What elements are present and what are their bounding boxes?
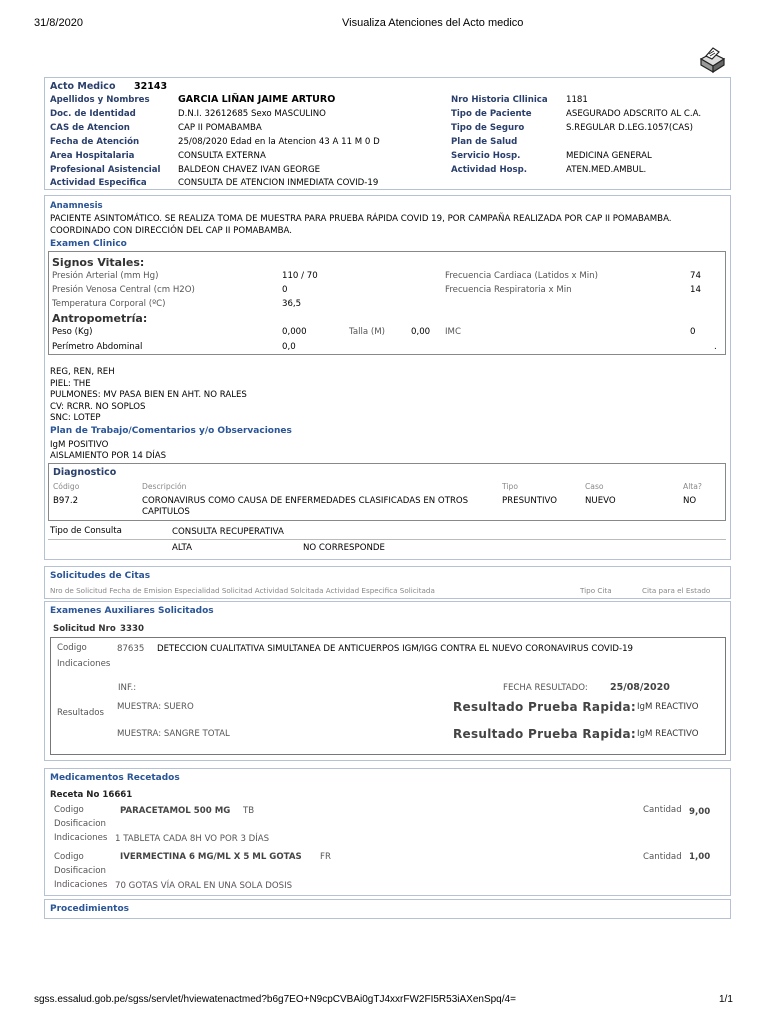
med-codigo-label: Codigo — [54, 805, 84, 815]
presion-arterial-label: Presión Arterial (mm Hg) — [52, 271, 159, 281]
med-form: FR — [320, 852, 331, 862]
antropometria-title: Antropometría: — [52, 312, 148, 325]
talla-value: 0,00 — [411, 327, 431, 337]
frecuencia-respiratoria-value: 14 — [690, 285, 701, 295]
tipo-seguro-label: Tipo de Seguro — [451, 123, 525, 133]
alta-value: ALTA — [172, 543, 192, 553]
diag-header-tipo: Tipo — [502, 482, 518, 491]
cas-value: CAP II POMABAMBA — [178, 123, 262, 133]
cas-label: CAS de Atencion — [50, 123, 130, 133]
prueba-rapida-value-2: IgM REACTIVO — [637, 729, 699, 739]
peso-value: 0,000 — [282, 327, 307, 337]
frecuencia-cardiaca-value: 74 — [690, 271, 701, 281]
temperatura-value: 36,5 — [282, 299, 302, 309]
med-cantidad-value: 1,00 — [689, 852, 711, 862]
page-number: 1/1 — [719, 994, 733, 1005]
consulta-divider — [48, 539, 726, 540]
diag-caso: NUEVO — [585, 496, 616, 506]
solicitud-value: 3330 — [120, 624, 144, 634]
imc-label: IMC — [445, 327, 461, 337]
doc-identidad-value: D.N.I. 32612685 Sexo MASCULINO — [178, 109, 326, 119]
anamnesis-text-1: PACIENTE ASINTOMÁTICO. SE REALIZA TOMA DE MUESTRA PARA PRUEBA RÁPIDA COVID 19, POR CAMPAÑA REALIZADA POR CAP II POMABAMBA. — [50, 214, 672, 224]
actividad-value: CONSULTA DE ATENCION INMEDIATA COVID-19 — [178, 178, 379, 188]
imc-value: 0 — [690, 327, 696, 337]
prueba-rapida-label-1: Resultado Prueba Rapida: — [453, 700, 637, 714]
examen-note: SNC: LOTEP — [50, 413, 101, 423]
med-indicaciones-label: Indicaciones — [54, 880, 108, 890]
med-dosificacion-label: Dosificacion — [54, 819, 106, 829]
diag-descripcion-2: CAPITULOS — [142, 507, 190, 517]
medicamentos-title: Medicamentos Recetados — [50, 773, 180, 783]
frecuencia-cardiaca-label: Frecuencia Cardiaca (Latidos x Min) — [445, 271, 598, 281]
med-dosificacion-label: Dosificacion — [54, 866, 106, 876]
frecuencia-respiratoria-label: Frecuencia Respiratoria x Min — [445, 285, 572, 295]
anamnesis-title: Anamnesis — [50, 201, 103, 211]
area-label: Area Hospitalaria — [50, 151, 135, 161]
presion-venosa-value: 0 — [282, 285, 288, 295]
actividad-hosp-label: Actividad Hosp. — [451, 165, 528, 175]
examen-note: PIEL: THE — [50, 379, 91, 389]
examen-note: PULMONES: MV PASA BIEN EN AHT. NO RALES — [50, 390, 247, 400]
med-cantidad-label: Cantidad — [643, 852, 682, 862]
fecha-resultado-label: FECHA RESULTADO: — [503, 683, 588, 693]
tipo-paciente-label: Tipo de Paciente — [451, 109, 532, 119]
procedimientos-title: Procedimientos — [50, 904, 130, 914]
acto-medico-number: 32143 — [134, 81, 168, 92]
acto-medico-label: Acto Medico — [50, 81, 116, 92]
perimetro-value: 0,0 — [282, 342, 296, 352]
prueba-rapida-label-2: Resultado Prueba Rapida: — [453, 727, 637, 741]
area-value: CONSULTA EXTERNA — [178, 151, 266, 161]
resultados-label: Resultados — [57, 708, 105, 718]
med-indicaciones-value: 70 GOTAS VÍA ORAL EN UNA SOLA DOSIS — [115, 881, 293, 891]
signos-vitales-title: Signos Vitales: — [52, 256, 145, 269]
temperatura-label: Temperatura Corporal (ºC) — [52, 299, 166, 309]
tipo-consulta-value: CONSULTA RECUPERATIVA — [172, 527, 284, 537]
servicio-value: MEDICINA GENERAL — [566, 151, 652, 161]
plan-trabajo-title: Plan de Trabajo/Comentarios y/o Observaciones — [50, 426, 292, 436]
prueba-rapida-value-1: IgM REACTIVO — [637, 702, 699, 712]
printer-icon[interactable] — [697, 45, 727, 75]
perimetro-label: Perímetro Abdominal — [52, 342, 143, 352]
examen-note: REG, REN, REH — [50, 367, 115, 377]
medicamentos-panel — [44, 768, 731, 896]
muestra-sangre: MUESTRA: SANGRE TOTAL — [117, 729, 230, 739]
examen-indicaciones-label: Indicaciones — [57, 659, 111, 669]
med-name: IVERMECTINA 6 MG/ML X 5 ML GOTAS — [120, 852, 302, 862]
anamnesis-text-2: COORDINADO CON DIRECCIÓN DEL CAP II POMABAMBA. — [50, 226, 292, 236]
tipo-seguro-value: S.REGULAR D.LEG.1057(CAS) — [566, 123, 693, 133]
print-date: 31/8/2020 — [34, 17, 83, 29]
diag-codigo: B97.2 — [53, 496, 79, 506]
servicio-label: Servicio Hosp. — [451, 151, 521, 161]
diag-header-caso: Caso — [585, 482, 604, 491]
plan-salud-label: Plan de Salud — [451, 137, 518, 147]
diag-tipo: PRESUNTIVO — [502, 496, 558, 506]
citas-headers: Nro de Solicitud Fecha de Emision Especialidad Solicitad Actividad Solcitada Actividad Especifica Solicitada — [50, 586, 435, 595]
talla-label: Talla (M) — [349, 327, 385, 337]
diag-alta: NO — [683, 496, 697, 506]
diag-descripcion-1: CORONAVIRUS COMO CAUSA DE ENFERMEDADES CLASIFICADAS EN OTROS — [142, 496, 469, 506]
diag-header-descripcion: Descripción — [142, 482, 187, 491]
med-cantidad-value: 9,00 — [689, 807, 711, 817]
med-indicaciones-label: Indicaciones — [54, 833, 108, 843]
doc-identidad-label: Doc. de Identidad — [50, 109, 136, 119]
actividad-hosp-value: ATEN.MED.AMBUL. — [566, 165, 647, 175]
actividad-label: Actividad Especifica — [50, 178, 147, 188]
profesional-value: BALDEON CHAVEZ IVAN GEORGE — [178, 165, 321, 175]
med-form: TB — [243, 806, 255, 816]
med-indicaciones-value: 1 TABLETA CADA 8H VO POR 3 DÍAS — [115, 834, 270, 844]
citas-estado-header: Cita para el Estado — [642, 586, 711, 595]
med-name: PARACETAMOL 500 MG — [120, 806, 231, 816]
examen-codigo-label: Codigo — [57, 643, 87, 653]
corresponde-value: NO CORRESPONDE — [303, 543, 385, 553]
examen-note: CV: RCRR. NO SOPLOS — [50, 402, 146, 412]
examen-codigo-value: 87635 — [117, 644, 145, 654]
tipo-paciente-value: ASEGURADO ADSCRITO AL C.A. — [566, 109, 702, 119]
historia-label: Nro Historia Cllinica — [451, 95, 548, 105]
perimetro-dot: . — [714, 342, 717, 352]
inf-label: INF.: — [118, 683, 137, 693]
procedimientos-panel — [44, 899, 731, 919]
fecha-atencion-label: Fecha de Atención — [50, 137, 140, 147]
examen-descripcion: DETECCION CUALITATIVA SIMULTANEA DE ANTICUERPOS IGM/IGG CONTRA EL NUEVO CORONAVIRUS COVID-19 — [157, 644, 634, 654]
muestra-suero: MUESTRA: SUERO — [117, 702, 194, 712]
page-url: sgss.essalud.gob.pe/sgss/servlet/hviewatenactmed?b6g7EO+N9cpCVBAi0gTJ4xxrFW2FI5R53iAXenSpq/4= — [34, 994, 516, 1005]
fecha-resultado-value: 25/08/2020 — [610, 682, 670, 693]
print-title: Visualiza Atenciones del Acto medico — [342, 17, 524, 29]
presion-arterial-value: 110 / 70 — [282, 271, 318, 281]
apellidos-label: Apellidos y Nombres — [50, 95, 150, 105]
historia-value: 1181 — [566, 95, 588, 105]
profesional-label: Profesional Asistencial — [50, 165, 161, 175]
plan-line: AISLAMIENTO POR 14 DÍAS — [50, 451, 167, 461]
tipo-consulta-label: Tipo de Consulta — [50, 526, 122, 536]
citas-tipo-header: Tipo Cita — [580, 586, 612, 595]
presion-venosa-label: Presión Venosa Central (cm H2O) — [52, 285, 195, 295]
examen-clinico-title: Examen Clinico — [50, 239, 127, 249]
examenes-title: Examenes Auxiliares Solicitados — [50, 606, 214, 616]
plan-line: IgM POSITIVO — [50, 440, 109, 450]
citas-title: Solicitudes de Citas — [50, 571, 151, 581]
med-codigo-label: Codigo — [54, 852, 84, 862]
diagnostico-title: Diagnostico — [53, 467, 117, 478]
med-cantidad-label: Cantidad — [643, 805, 682, 815]
diag-header-codigo: Código — [53, 482, 80, 491]
solicitud-label: Solicitud Nro — [53, 624, 116, 634]
peso-label: Peso (Kg) — [52, 327, 93, 337]
diag-header-alta: Alta? — [683, 482, 702, 491]
fecha-atencion-value: 25/08/2020 Edad en la Atencion 43 A 11 M 0 D — [178, 137, 380, 147]
patient-name: GARCIA LIÑAN JAIME ARTURO — [178, 94, 336, 105]
receta-number: Receta No 16661 — [50, 790, 133, 800]
